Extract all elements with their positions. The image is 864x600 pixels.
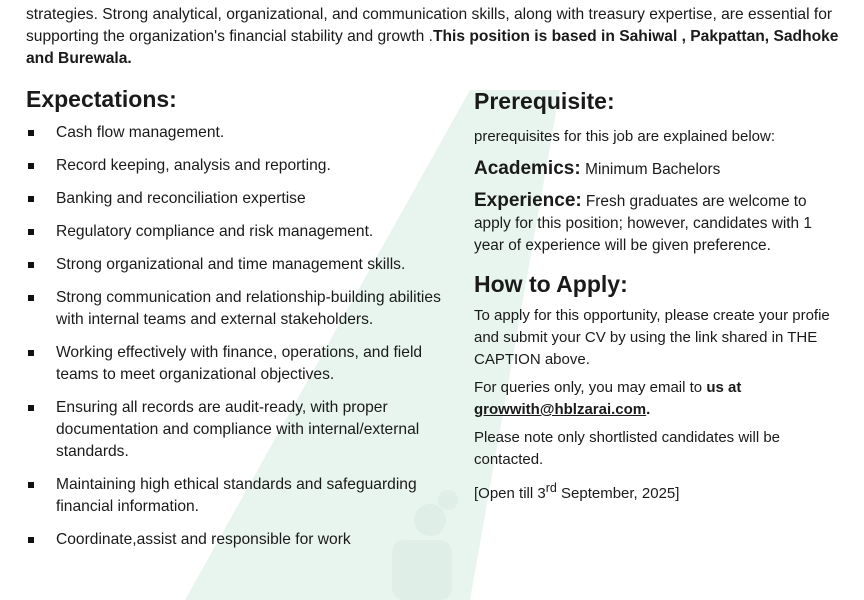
list-item: Cash flow management. bbox=[26, 122, 446, 144]
square-bullet-icon bbox=[28, 350, 34, 356]
square-bullet-icon bbox=[28, 405, 34, 411]
email-link[interactable]: growwith@hblzarai.com bbox=[474, 401, 647, 418]
list-item: Banking and reconciliation expertise bbox=[26, 188, 446, 210]
square-bullet-icon bbox=[28, 262, 34, 268]
square-bullet-icon bbox=[28, 537, 34, 543]
square-bullet-icon bbox=[28, 295, 34, 301]
prerequisite-heading: Prerequisite: bbox=[474, 88, 615, 114]
list-item: Working effectively with finance, operations, and field teams to meet organizational objectives. bbox=[26, 342, 446, 386]
list-item: Coordinate,assist and responsible for work bbox=[26, 529, 446, 551]
experience-value: Fresh graduates are welcome to apply for this position; however, candidates with 1 year of experience will be given preference. bbox=[474, 193, 812, 254]
apply-instructions: To apply for this opportunity, please create your profie and submit your CV by using the link shared in THE CAPTION above. bbox=[474, 307, 830, 368]
prerequisite-section bbox=[474, 86, 834, 505]
experience-label: Experience: bbox=[474, 190, 582, 211]
list-item: Maintaining high ethical standards and safeguarding financial information. bbox=[26, 474, 446, 518]
intro-location: This position is based in Sahiwal , Pakpattan, Sadhoke and Burewala. bbox=[26, 28, 839, 67]
academics-label: Academics: bbox=[474, 158, 581, 179]
intro-text: strategies. Strong analytical, organizational, and communication skills, along with treasury expertise, are essential for supporting the organization's financial stability and growth . bbox=[26, 6, 833, 45]
how-to-apply-heading: How to Apply: bbox=[474, 271, 628, 297]
queries-paragraph: For queries only, you may email to us at growwith@hblzarai.com. bbox=[474, 379, 742, 418]
expectations-heading: Expectations: bbox=[26, 86, 177, 112]
academics-value: Minimum Bachelors bbox=[585, 161, 721, 178]
list-item: Strong organizational and time management skills. bbox=[26, 254, 446, 276]
expectations-section bbox=[26, 84, 446, 562]
square-bullet-icon bbox=[28, 130, 34, 136]
list-item: Record keeping, analysis and reporting. bbox=[26, 155, 446, 177]
prerequisite-subtitle: prerequisites for this job are explained below: bbox=[474, 128, 776, 145]
square-bullet-icon bbox=[28, 196, 34, 202]
experience-row bbox=[474, 190, 834, 257]
list-item: Ensuring all records are audit-ready, with proper documentation and compliance with internal/external standards. bbox=[26, 397, 446, 463]
intro-paragraph bbox=[26, 4, 846, 70]
expectations-list bbox=[26, 122, 446, 551]
list-item: Strong communication and relationship-building abilities with internal teams and external stakeholders. bbox=[26, 287, 446, 331]
square-bullet-icon bbox=[28, 163, 34, 169]
shortlist-note: Please note only shortlisted candidates will be contacted. bbox=[474, 429, 781, 468]
square-bullet-icon bbox=[28, 229, 34, 235]
academics-row bbox=[474, 158, 834, 180]
deadline-text: [Open till 3rd September, 2025] bbox=[474, 481, 680, 502]
square-bullet-icon bbox=[28, 482, 34, 488]
list-item: Regulatory compliance and risk management. bbox=[26, 221, 446, 243]
